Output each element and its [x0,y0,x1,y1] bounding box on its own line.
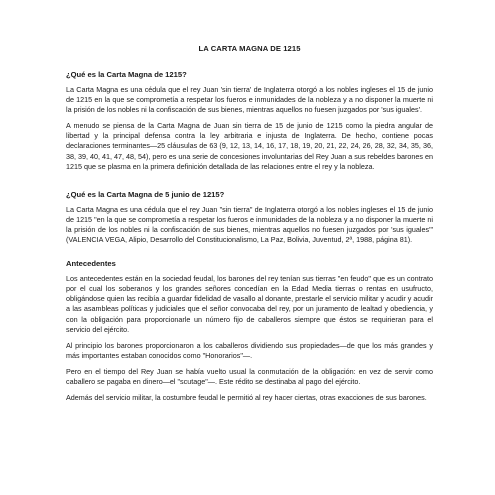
section-heading-3: Antecedentes [66,259,116,269]
section-heading-2: ¿Qué es la Carta Magna de 5 junio de 1215? [66,189,225,199]
paragraph-3-4: Además del servicio militar, la costumbre feudal le permitió al rey hacer ciertas, otras exacciones de sus barones. [66,393,427,403]
section-heading-1: ¿Qué es la Carta Magna de 1215? [66,70,187,79]
paragraph-2-1: La Carta Magna es una cédula que el rey Juan "sin tierra" de Inglaterra otorgó a los nobles ingleses el 15 de junio de 1215 "en la que se comprometía a respetar los fueros e inmunidades de la nobleza y a no disponer la muerte ni la prisión de los nobles ni la confiscación de sus bienes, mientras aquellos no fuesen juzgados por 'sus iguales'" (VALENCIA VEGA, Alipio, Desarrollo del Constitucionalismo, La Paz, Bolivia, Juventud, 2ª, 1988, página 81). [66,204,433,245]
paragraph-3-1: Los antecedentes están en la sociedad feudal, los barones del rey tenían sus tierras "en feudo" que es un contrato por el cual los soberanos y los grandes señores concedían en la Edad Media tierras o rentas en usufructo, obligándose quien las recibía a guardar fidelidad de vasallo al donante, prestarle el servicio militar y acudir y acudir a las asambleas políticas y judiciales que el señor convocaba del rey, por un juramento de lealtad y obediencia, y con la obligación para proporcionarle un número fijo de caballeros siempre que éstos se requirieran para el servicio del ejército. [66,274,433,334]
paragraph-3-2: Al principio los barones proporcionaron a los caballeros dividiendo sus propiedades—de que los más grandes y más importantes estaban conocidos como "Honorarios"—. [66,340,433,360]
paragraph-3-3: Pero en el tiempo del Rey Juan se había vuelto usual la conmutación de la obligación: en vez de servir como caballero se pagaba en dinero—el "scutage"—. Este rédito se destinaba al pago del ejército. [66,366,433,386]
paragraph-1-2: A menudo se piensa de la Carta Magna de Juan sin tierra de 15 de junio de 1215 como la piedra angular de libertad y la principal defensa contra la ley arbitraria e injusta de Inglaterra. De hecho, contiene pocas declaraciones terminantes—25 cláusulas de 63 (9, 12, 13, 14, 16, 17, 18, 19, 20, 21, 22, 24, 26, 28, 32, 34, 35, 36, 38, 39, 40, 41, 47, 48, 54), pero es una serie de concesiones involuntarias del Rey Juan a sus rebeldes barones en 1215 que se plasma en la primera definición detallada de las relaciones entre el rey y la nobleza. [66,121,433,171]
paragraph-1-1: La Carta Magna es una cédula que el rey Juan 'sin tierra' de Inglaterra otorgó a los nobles ingleses el 15 de junio de 1215 en la que se comprometía a respetar los fueros e inmunidades de la nobleza y a no disponer la muerte ni la prisión de los nobles ni la confiscación de sus bienes, mientras aquellos no fuesen juzgados por 'sus iguales'. [66,85,433,115]
document-title: LA CARTA MAGNA DE 1215 [198,44,301,53]
